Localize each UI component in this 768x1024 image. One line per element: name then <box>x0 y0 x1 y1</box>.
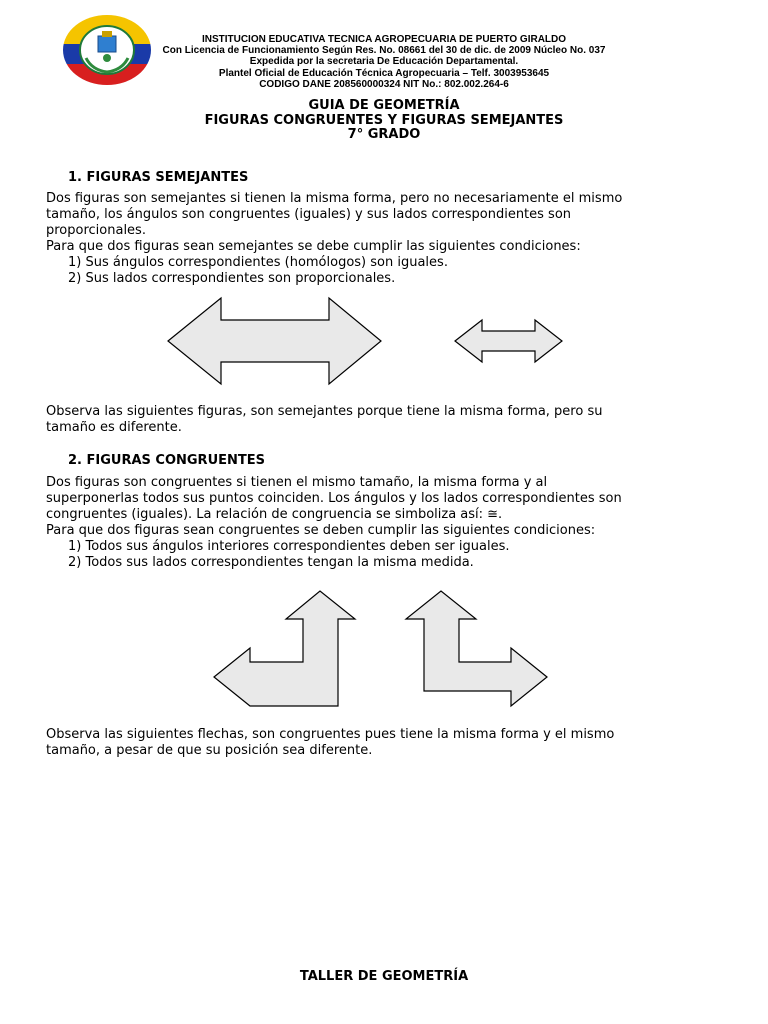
paragraph-line: Dos figuras son semejantes si tienen la misma forma, pero no necesariamente el mismo <box>46 191 623 206</box>
list-item: 1) Sus ángulos correspondientes (homólogos) son iguales. <box>68 255 448 271</box>
section-heading-congruentes: 2. FIGURAS CONGRUENTES <box>68 453 265 468</box>
header-line-phone: Plantel Oficial de Educación Técnica Agropecuaria – Telf. 3003953645 <box>218 67 550 79</box>
list-item: 2) Sus lados correspondientes son proporcionales. <box>68 271 396 287</box>
paragraph-line: Observa las siguientes figuras, son semejantes porque tiene la misma forma, pero su <box>46 404 603 419</box>
paragraph-line: Observa las siguientes flechas, son congruentes pues tiene la misma forma y el mismo <box>46 727 615 742</box>
section-heading-semejantes: 1. FIGURAS SEMEJANTES <box>68 170 249 185</box>
section1-observation <box>46 404 736 436</box>
paragraph-line: Para que dos figuras sean congruentes se deben cumplir las siguientes condiciones: <box>46 523 596 539</box>
title-line-grade: 7° GRADO <box>347 127 421 142</box>
paragraph-line: Dos figuras son congruentes si tienen el mismo tamaño, la misma forma y al <box>46 475 548 490</box>
paragraph-line: tamaño, a pesar de que su posición sea diferente. <box>46 743 373 759</box>
paragraph-line: proporcionales. <box>46 223 146 239</box>
paragraph-line: congruentes (iguales). La relación de congruencia se simboliza así: ≅. <box>46 507 503 523</box>
paragraph-line: superponerlas todos sus puntos coinciden. Los ángulos y los lados correspondientes son <box>46 491 622 507</box>
paragraph-line: tamaño, los ángulos son congruentes (iguales) y sus lados correspondientes son <box>46 207 572 223</box>
bent-arrow-left <box>214 591 355 706</box>
title-line-topic: FIGURAS CONGRUENTES Y FIGURAS SEMEJANTES <box>204 112 564 128</box>
workshop-title: TALLER DE GEOMETRÍA <box>299 969 469 984</box>
list-item: 1) Todos sus ángulos interiores correspondientes deben ser iguales. <box>68 539 510 555</box>
header-line-dane: CODIGO DANE 208560000324 NIT No.: 802.002.264-6 <box>259 78 509 90</box>
bent-arrow-right <box>406 591 547 706</box>
header-line-name: INSTITUCION EDUCATIVA TECNICA AGROPECUARIA DE PUERTO GIRALDO <box>201 34 567 45</box>
list-item: 2) Todos sus lados correspondientes tengan la misma medida. <box>68 555 474 571</box>
paragraph-line: Para que dos figuras sean semejantes se debe cumplir las siguientes condiciones: <box>46 239 581 255</box>
double-arrow-large <box>168 298 381 384</box>
paragraph-line: tamaño es diferente. <box>46 420 182 436</box>
section2-body <box>46 475 736 572</box>
section2-observation <box>46 727 736 759</box>
header-line-license: Con Licencia de Funcionamiento Según Res. No. 08661 del 30 de dic. de 2009 Núcleo No. 037 <box>162 45 606 57</box>
header-line-issued: Expedida por la secretaria De Educación Departamental. <box>249 56 519 68</box>
title-line-guide: GUIA DE GEOMETRÍA <box>308 98 460 113</box>
double-arrow-small <box>455 320 562 362</box>
